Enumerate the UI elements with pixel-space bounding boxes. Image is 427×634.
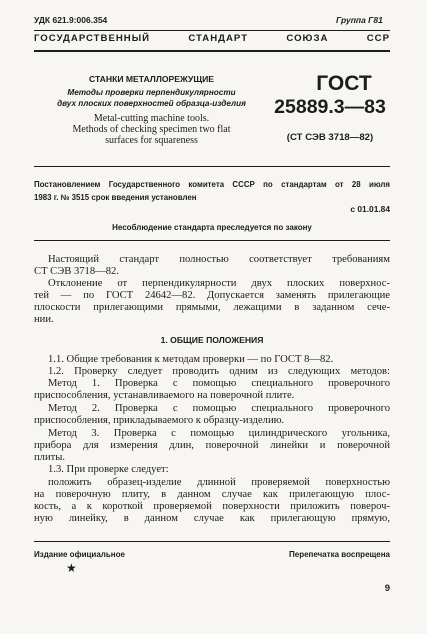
- clause-1-2: 1.2. Проверку следует проводить одним из следующих методов:: [48, 366, 390, 377]
- group-code: Группа Г81: [336, 15, 383, 25]
- title-ru-line-3: двух плоских поверхностей образца-изделия: [57, 99, 246, 108]
- decree-line-1: Постановлением Государственного комитета СССР по стандартам от 28 июля: [34, 180, 390, 189]
- clause-1-3-line-3: кость, а к короткой проверяемой поверхности приложить повероч-: [34, 501, 390, 512]
- method-1-line-1: Метод 1. Проверка с помощью специального проверочного: [48, 378, 390, 389]
- method-3-line-2: прибора для измерения длин, поверочной линейки и поверочной: [34, 440, 390, 451]
- intro-line-4: тей — по ГОСТ 24642—82. Допускается заменять прилегающие: [34, 290, 390, 301]
- intro-line-2: СТ СЭВ 3718—82.: [34, 266, 119, 277]
- effective-date: с 01.01.84: [350, 204, 390, 214]
- clause-1-3: 1.3. При проверке следует:: [48, 464, 169, 475]
- method-2-line-2: приспособления, прикладываемого к образцу-изделию.: [34, 415, 285, 426]
- clause-1-3-line-1: положить образец-изделие длинной проверяемой поверхностью: [48, 477, 390, 488]
- decree-rule: [34, 240, 390, 241]
- title-en-line-3: surfaces for squareness: [105, 135, 198, 146]
- clause-1-1: 1.1. Общие требования к методам проверки — по ГОСТ 8—82.: [48, 354, 334, 365]
- method-1-line-2: приспособления, устанавливаемого на поверочной плите.: [34, 390, 295, 401]
- intro-line-1: Настоящий стандарт полностью соответствует требованиям: [48, 254, 390, 265]
- header-rule-top: [34, 30, 390, 31]
- gost-number: 25889.3—83: [274, 96, 386, 118]
- title-en-line-1: Metal-cutting machine tools.: [93, 113, 210, 124]
- clause-1-3-line-2: на поверочную плиту, в данном случае как прилегающую плос-: [34, 489, 390, 500]
- law-warning: Несоблюдение стандарта преследуется по закону: [112, 223, 312, 232]
- star-icon: ★: [66, 561, 77, 575]
- footer-rule: [34, 541, 390, 542]
- intro-line-5: плоскости прилегающими прямыми, лежащими в заданном сече-: [34, 302, 390, 313]
- title-ru-line-1: СТАНКИ МЕТАЛЛОРЕЖУЩИЕ: [88, 74, 215, 84]
- page-number: 9: [384, 583, 390, 594]
- official-edition: Издание официальное: [34, 550, 125, 559]
- method-3-line-1: Метод 3. Проверка с помощью цилиндрического угольника,: [48, 428, 390, 439]
- header-rule-bottom: [34, 50, 390, 52]
- udk-code: УДК 621.9:006.354: [34, 15, 108, 25]
- st-sev-reference: (СТ СЭВ 3718—82): [286, 132, 374, 143]
- reprint-prohibited: Перепечатка воспрещена: [289, 550, 390, 559]
- section-heading: 1. ОБЩИЕ ПОЛОЖЕНИЯ: [160, 335, 264, 345]
- intro-line-3: Отклонение от перпендикулярности двух плоских поверхнос-: [48, 278, 390, 289]
- title-ru-line-2: Методы проверки перпендикулярности: [67, 88, 236, 97]
- intro-line-6: нии.: [34, 314, 54, 325]
- clause-1-3-line-4: ную линейку, в данном случае как прилегающую прямую,: [34, 513, 390, 524]
- method-2-line-1: Метод 2. Проверка с помощью специального проверочного: [48, 403, 390, 414]
- decree-line-2: 1983 г. № 3515 срок введения установлен: [34, 193, 197, 202]
- state-standard-banner: ГОСУДАРСТВЕННЫЙ СТАНДАРТ СОЮЗА ССР: [34, 33, 390, 44]
- title-en-line-2: Methods of checking specimen two flat: [72, 124, 231, 135]
- title-rule: [34, 166, 390, 167]
- method-3-line-3: плиты.: [34, 452, 66, 463]
- gost-label: ГОСТ: [316, 72, 372, 95]
